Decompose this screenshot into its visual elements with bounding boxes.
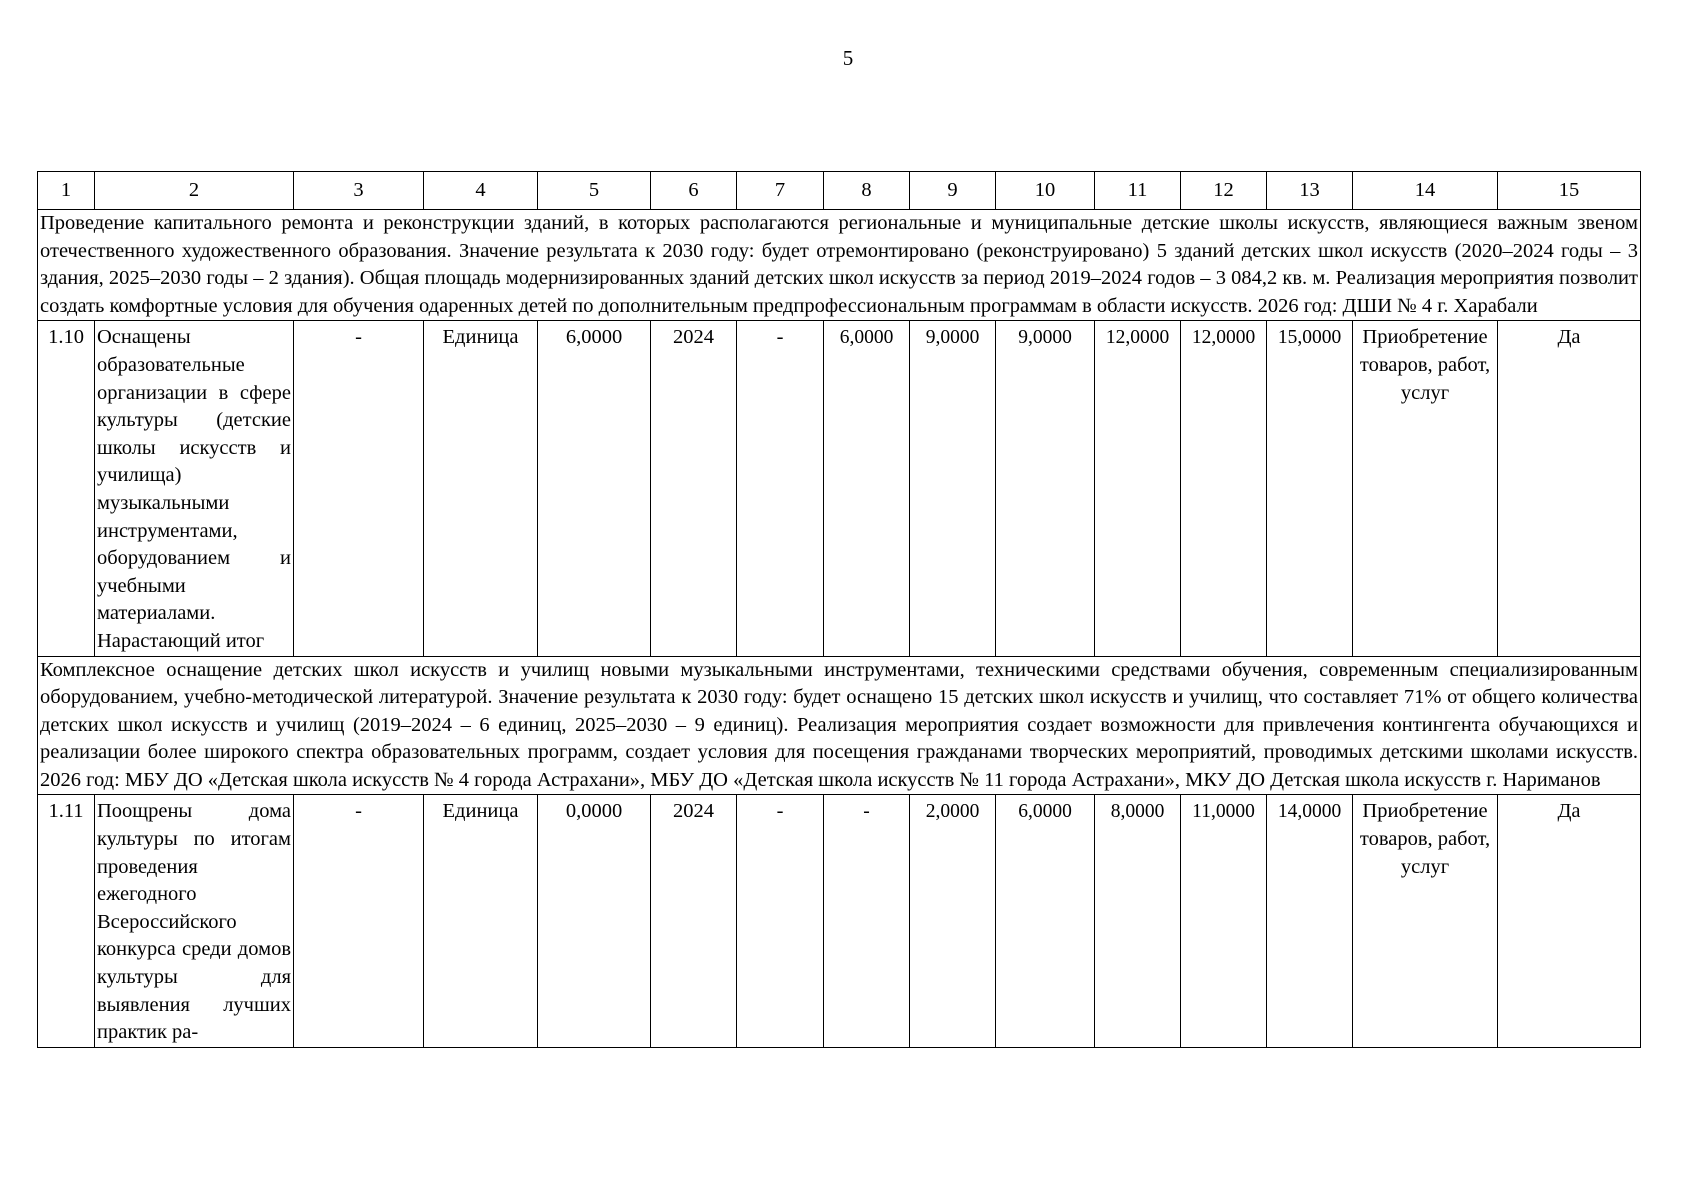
value-cell: 11,0000 [1181,795,1267,1047]
base-value-cell: 0,0000 [538,795,651,1047]
page-number: 5 [842,46,854,70]
cell-col7: - [737,795,824,1047]
row-number: 1.11 [38,795,95,1047]
header-cell: 3 [294,172,424,210]
results-table [37,171,1641,1048]
flag-cell: Да [1498,321,1641,656]
header-cell: 7 [737,172,824,210]
value-cell: 8,0000 [1095,795,1181,1047]
header-row [38,172,1641,210]
header-cell: 1 [38,172,95,210]
value-cell: 9,0000 [996,321,1095,656]
value-cell: 6,0000 [996,795,1095,1047]
header-cell: 11 [1095,172,1181,210]
cell-col7: - [737,321,824,656]
unit-cell: Единица [424,795,538,1047]
flag-cell: Да [1498,795,1641,1047]
table-row [38,795,1641,1047]
value-cell: 12,0000 [1095,321,1181,656]
value-cell: 9,0000 [910,321,996,656]
header-cell: 8 [824,172,910,210]
value-cell: - [824,795,910,1047]
value-cell: 6,0000 [824,321,910,656]
base-value-cell: 6,0000 [538,321,651,656]
header-cell: 2 [95,172,294,210]
header-cell: 5 [538,172,651,210]
base-year-cell: 2024 [651,795,737,1047]
header-cell: 6 [651,172,737,210]
value-cell: 14,0000 [1267,795,1353,1047]
description-text: Проведение капитального ремонта и реконструкции зданий, в которых располагаются региональные и муниципальные детские школы искусств, являющиеся важным звеном отечественного художественного образования. Значение результата к 2030 году: будет отремонтировано (реконструировано) 5 зданий детских школ искусств (2020–2024 годы – 3 здания, 2025–2030 годы – 2 здания). Общая площадь модернизированных зданий детских школ искусств за период 2019–2024 годов – 3 084,2 кв. м. Реализация мероприятия позволит создать комфортные условия для обучения одаренных детей по дополнительным предпрофессиональным программам в области искусств. 2026 год: ДШИ № 4 г. Харабали [38,210,1641,321]
header-cell: 4 [424,172,538,210]
header-cell: 12 [1181,172,1267,210]
header-cell: 15 [1498,172,1641,210]
description-row [38,656,1641,795]
header-cell: 9 [910,172,996,210]
header-cell: 13 [1267,172,1353,210]
table-row [38,321,1641,656]
result-name: Оснащены образовательные организации в сфере культуры (детские школы искусств и училища) музыкальными инструментами, оборудованием и учебными материалами. Нарастающий итог [95,321,294,656]
result-name: Поощрены дома культуры по итогам проведения ежегодного Всероссийского конкурса среди домов культуры для выявления лучших практик ра- [95,795,294,1047]
value-cell: 2,0000 [910,795,996,1047]
header-cell: 14 [1353,172,1498,210]
header-cell: 10 [996,172,1095,210]
cell-col3: - [294,321,424,656]
cell-col3: - [294,795,424,1047]
result-type-cell: Приобретение товаров, работ, услуг [1353,795,1498,1047]
row-number: 1.10 [38,321,95,656]
value-cell: 12,0000 [1181,321,1267,656]
unit-cell: Единица [424,321,538,656]
value-cell: 15,0000 [1267,321,1353,656]
description-row [38,210,1641,321]
description-text: Комплексное оснащение детских школ искусств и училищ новыми музыкальными инструментами, техническими средствами обучения, современным специализированным оборудованием, учебно-методической литературой. Значение результата к 2030 году: будет оснащено 15 детских школ искусств и училищ, что составляет 71% от общего количества детских школ искусств и училищ (2019–2024 – 6 единиц, 2025–2030 – 9 единиц). Реализация мероприятия создает возможности для привлечения контингента обучающихся и реализации более широкого спектра образовательных программ, создает условия для посещения гражданами творческих мероприятий, проводимых детскими школами искусств. 2026 год: МБУ ДО «Детская школа искусств № 4 города Астрахани», МБУ ДО «Детская школа искусств № 11 города Астрахани», МКУ ДО Детская школа искусств г. Нариманов [38,656,1641,795]
base-year-cell: 2024 [651,321,737,656]
result-type-cell: Приобретение товаров, работ, услуг [1353,321,1498,656]
